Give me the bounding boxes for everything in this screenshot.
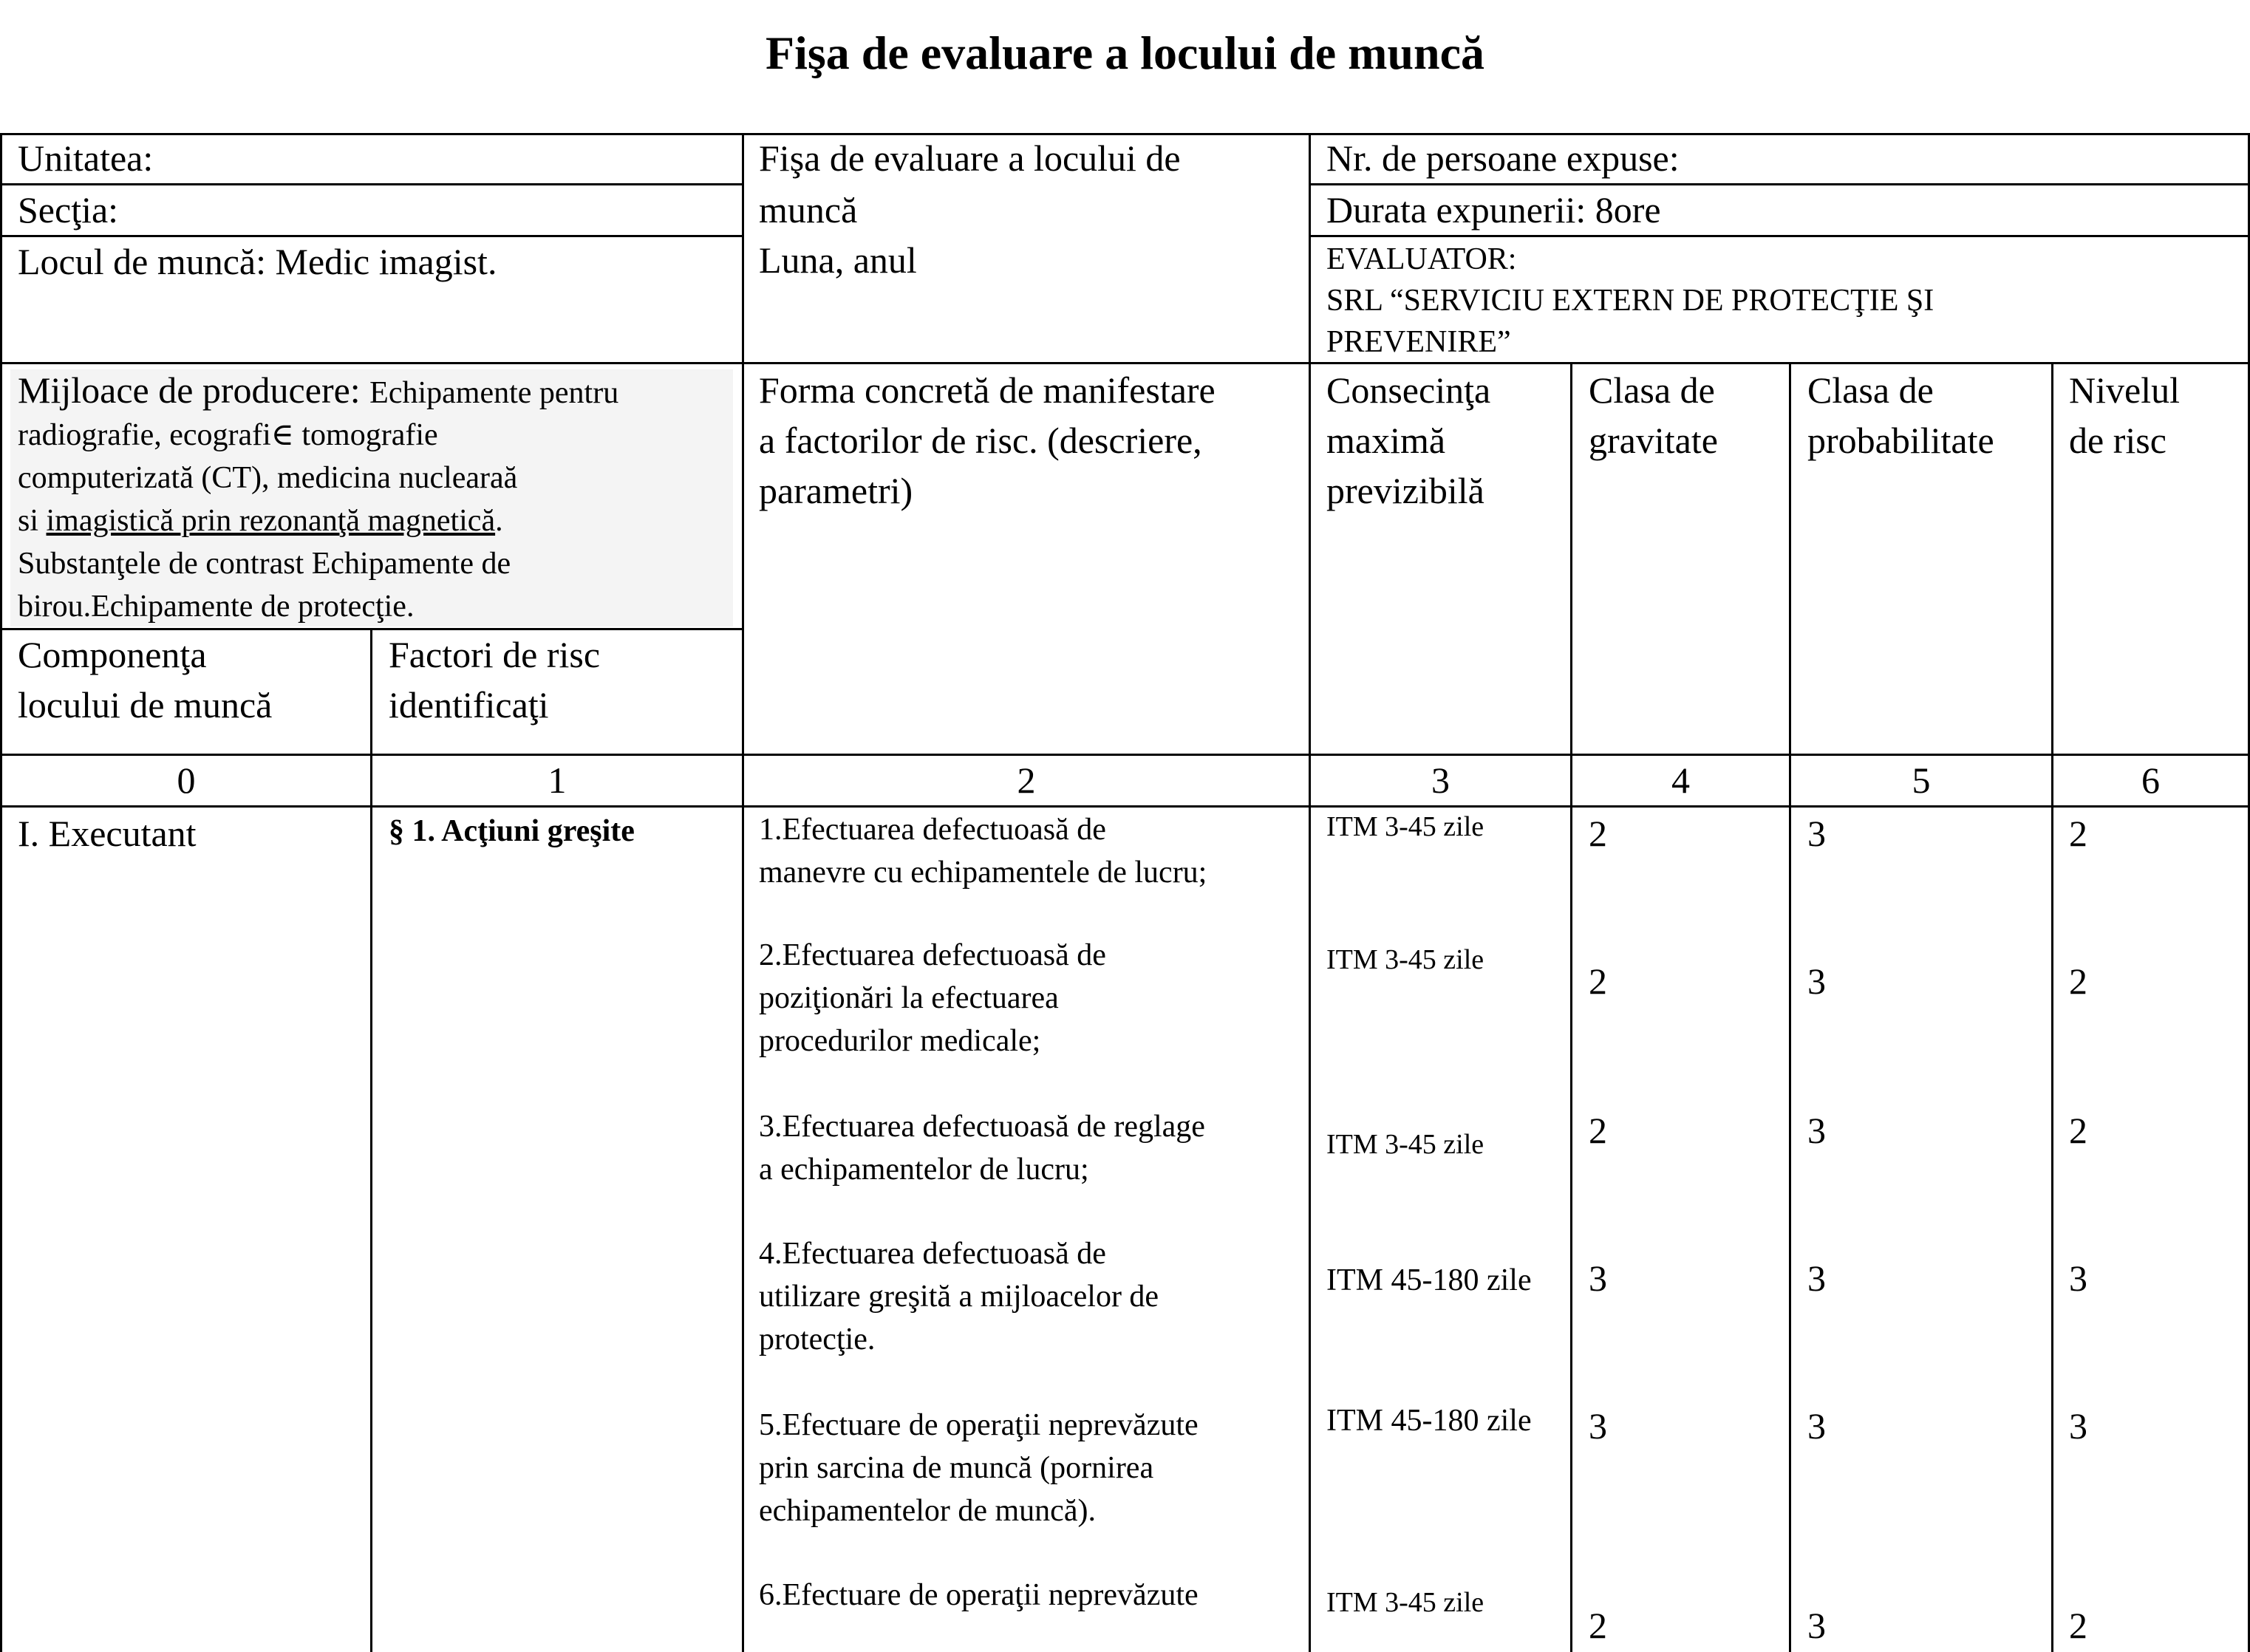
row6-consecinta: ITM 3-45 zile <box>1326 1587 1484 1618</box>
row6-desc-line1: 6.Efectuare de operaţii neprevăzute <box>759 1578 1199 1612</box>
col-componenta-line1: Componenţa <box>18 634 207 675</box>
row1-desc-line2: manevre cu echipamentele de lucru; <box>759 856 1207 890</box>
fisa-label-line1: Fişa de evaluare a locului de <box>759 137 1181 179</box>
row6-gravitate: 2 <box>1589 1605 1607 1646</box>
col-componenta-line2: locului de muncă <box>18 684 273 726</box>
row6-nivel: 2 <box>2069 1605 2087 1646</box>
col-consecinta-line2: maximă <box>1326 420 1446 461</box>
row3-nivel: 2 <box>2069 1110 2087 1151</box>
mijloace-label: Mijloace de producere: Echipamente pentru <box>18 369 619 411</box>
col-probabilitate-line1: Clasa de <box>1807 369 1934 411</box>
col-gravitate-line2: gravitate <box>1589 420 1718 461</box>
row4-desc-line2: utilizare greşită a mijloacelor de <box>759 1280 1159 1314</box>
mijloace-line5: Substanţele de contrast Echipamente de <box>18 547 511 581</box>
durata-expunerii: Durata expunerii: 8ore <box>1326 189 1661 231</box>
row4-consecinta: ITM 45-180 zile <box>1326 1263 1532 1297</box>
col-number-4: 4 <box>1671 760 1690 801</box>
col-probabilitate-line2: probabilitate <box>1807 420 1994 461</box>
row1-gravitate: 2 <box>1589 813 1607 854</box>
luna-anul-label: Luna, anul <box>759 239 917 281</box>
col-number-1: 1 <box>548 760 567 801</box>
sectia-label: Secţia: <box>18 189 119 231</box>
mijloace-line3: computerizată (CT), medicina nuclearaă <box>18 461 518 495</box>
col-number-2: 2 <box>1017 760 1036 801</box>
row3-gravitate: 2 <box>1589 1110 1607 1151</box>
row4-desc-line1: 4.Efectuarea defectuoasă de <box>759 1237 1106 1271</box>
col-number-3: 3 <box>1431 760 1450 801</box>
evaluator-line1: SRL “SERVICIU EXTERN DE PROTECŢIE ŞI <box>1326 284 1934 318</box>
row2-desc-line2: poziţionări la efectuarea <box>759 981 1059 1015</box>
row5-gravitate: 3 <box>1589 1405 1607 1447</box>
row6-probabilitate: 3 <box>1807 1605 1826 1646</box>
col-factori-line1: Factori de risc <box>389 634 601 675</box>
row4-gravitate: 3 <box>1589 1257 1607 1299</box>
row5-consecinta: ITM 45-180 zile <box>1326 1404 1532 1438</box>
nr-persoane-label: Nr. de persoane expuse: <box>1326 137 1680 179</box>
col-number-6: 6 <box>2141 760 2160 801</box>
col-forma-line1: Forma concretă de manifestare <box>759 369 1216 411</box>
row4-probabilitate: 3 <box>1807 1257 1826 1299</box>
row4-nivel: 3 <box>2069 1257 2087 1299</box>
col-gravitate-line1: Clasa de <box>1589 369 1715 411</box>
evaluator-line2: PREVENIRE” <box>1326 325 1511 359</box>
row5-desc-line3: echipamentelor de muncă). <box>759 1494 1096 1528</box>
col-nivel-line1: Nivelul <box>2069 369 2180 411</box>
row2-gravitate: 2 <box>1589 960 1607 1002</box>
row2-probabilitate: 3 <box>1807 960 1826 1002</box>
mijloace-line4: si imagistică prin rezonanţă magnetică. <box>18 504 503 538</box>
row5-nivel: 3 <box>2069 1405 2087 1447</box>
col-number-5: 5 <box>1912 760 1931 801</box>
page-title: Fişa de evaluare a locului de muncă <box>765 27 1485 79</box>
mijloace-line2: radiografie, ecografi∈ tomografie <box>18 418 438 452</box>
row3-consecinta: ITM 3-45 zile <box>1326 1129 1484 1160</box>
row2-desc-line3: procedurilor medicale; <box>759 1024 1041 1058</box>
row1-nivel: 2 <box>2069 813 2087 854</box>
factor-actiuni-gresite: § 1. Acţiuni greşite <box>389 814 635 848</box>
row2-consecinta: ITM 3-45 zile <box>1326 944 1484 975</box>
row2-nivel: 2 <box>2069 960 2087 1002</box>
row2-desc-line1: 2.Efectuarea defectuoasă de <box>759 938 1106 972</box>
row3-desc-line1: 3.Efectuarea defectuoasă de reglage <box>759 1110 1205 1144</box>
col-number-0: 0 <box>177 760 196 801</box>
col-nivel-line2: de risc <box>2069 420 2167 461</box>
mijloace-line6: birou.Echipamente de protecţie. <box>18 590 415 624</box>
evaluator-label: EVALUATOR: <box>1326 242 1517 276</box>
col-forma-line2: a factorilor de risc. (descriere, <box>759 420 1202 461</box>
row5-probabilitate: 3 <box>1807 1405 1826 1447</box>
row1-desc-line1: 1.Efectuarea defectuoasă de <box>759 813 1106 847</box>
row4-desc-line3: protecţie. <box>759 1322 876 1356</box>
row3-probabilitate: 3 <box>1807 1110 1826 1151</box>
row3-desc-line2: a echipamentelor de lucru; <box>759 1153 1089 1187</box>
unitatea-label: Unitatea: <box>18 137 154 179</box>
col-factori-line2: identificaţi <box>389 684 549 726</box>
row5-desc-line2: prin sarcina de muncă (pornirea <box>759 1451 1154 1485</box>
row5-desc-line1: 5.Efectuare de operaţii neprevăzute <box>759 1408 1199 1442</box>
col-forma-line3: parametri) <box>759 470 913 511</box>
component-executant: I. Executant <box>18 813 197 854</box>
col-consecinta-line3: previzibilă <box>1326 470 1484 511</box>
row1-probabilitate: 3 <box>1807 813 1826 854</box>
row1-consecinta: ITM 3-45 zile <box>1326 811 1484 842</box>
fisa-label-line2: muncă <box>759 189 858 231</box>
col-consecinta-line1: Consecinţa <box>1326 369 1491 411</box>
locul-de-munca: Locul de muncă: Medic imagist. <box>18 241 497 282</box>
